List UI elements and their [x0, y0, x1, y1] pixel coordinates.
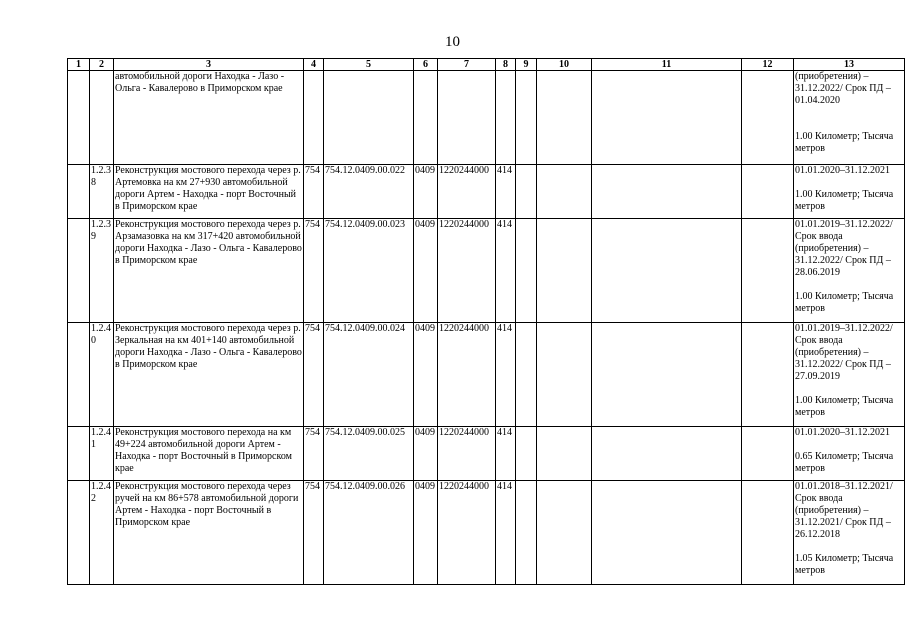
header-cell: 3 [114, 59, 304, 71]
cell-col10 [537, 165, 592, 219]
cell-col7 [438, 71, 496, 165]
cell-col8: 414 [496, 481, 516, 585]
cell-col1 [68, 323, 90, 427]
cell-col8: 414 [496, 165, 516, 219]
cell-terms [794, 71, 905, 165]
header-cell: 10 [537, 59, 592, 71]
cell-code [324, 71, 414, 165]
header-cell: 1 [68, 59, 90, 71]
terms-dates: 01.01.2020–31.12.2021 [795, 165, 890, 176]
cell-col6: 0409 [414, 219, 438, 323]
cell-description: Реконструкция мостового перехода через р. Артемовка на км 27+930 автомобильной дороги Артем - Находка - порт Восточный в Приморском крае [114, 165, 304, 219]
terms-unit: 1.00 Километр; Тысяча метров [795, 395, 894, 418]
cell-col4: 754 [304, 427, 324, 481]
cell-col1 [68, 71, 90, 165]
cell-terms [794, 427, 905, 481]
cell-col11 [592, 323, 742, 427]
cell-col9 [516, 323, 537, 427]
header-cell: 8 [496, 59, 516, 71]
header-cell: 11 [592, 59, 742, 71]
terms-unit: 0.65 Километр; Тысяча метров [795, 451, 894, 474]
cell-col9 [516, 427, 537, 481]
cell-code: 754.12.0409.00.023 [324, 219, 414, 323]
cell-col10 [537, 323, 592, 427]
cell-col9 [516, 481, 537, 585]
cell-col6: 0409 [414, 165, 438, 219]
cell-code: 754.12.0409.00.026 [324, 481, 414, 585]
cell-item-number: 1.2.39 [90, 219, 114, 323]
header-cell: 5 [324, 59, 414, 71]
cell-col4 [304, 71, 324, 165]
cell-code: 754.12.0409.00.025 [324, 427, 414, 481]
cell-col8 [496, 71, 516, 165]
cell-col10 [537, 481, 592, 585]
cell-col6: 0409 [414, 323, 438, 427]
cell-terms [794, 219, 905, 323]
table-row [68, 71, 905, 165]
cell-col9 [516, 71, 537, 165]
table-row [68, 165, 905, 219]
cell-description: автомобильной дороги Находка - Лазо - Ольга - Кавалерово в Приморском крае [114, 71, 304, 165]
terms-unit: 1.05 Километр; Тысяча метров [795, 553, 894, 576]
cell-col12 [742, 481, 794, 585]
cell-col7: 1220244000 [438, 219, 496, 323]
cell-col10 [537, 427, 592, 481]
terms-unit: 1.00 Километр; Тысяча метров [795, 131, 894, 154]
cell-item-number: 1.2.41 [90, 427, 114, 481]
header-cell: 2 [90, 59, 114, 71]
cell-terms [794, 323, 905, 427]
cell-item-number: 1.2.38 [90, 165, 114, 219]
terms-dates: 01.01.2019–31.12.2022/ Срок ввода (приобретения) – 31.12.2022/ Срок ПД – 28.06.2019 [795, 219, 893, 278]
terms-dates: 01.01.2019–31.12.2022/ Срок ввода (приобретения) – 31.12.2022/ Срок ПД – 27.09.2019 [795, 323, 893, 382]
cell-col7: 1220244000 [438, 165, 496, 219]
cell-col12 [742, 427, 794, 481]
cell-code: 754.12.0409.00.024 [324, 323, 414, 427]
cell-col6: 0409 [414, 481, 438, 585]
header-cell: 13 [794, 59, 905, 71]
cell-terms [794, 481, 905, 585]
terms-unit: 1.00 Километр; Тысяча метров [795, 189, 894, 212]
cell-col8: 414 [496, 323, 516, 427]
cell-col8: 414 [496, 219, 516, 323]
terms-dates: 01.01.2020–31.12.2021 [795, 427, 890, 438]
cell-col1 [68, 427, 90, 481]
cell-col9 [516, 219, 537, 323]
table-row [68, 427, 905, 481]
header-cell: 4 [304, 59, 324, 71]
cell-col7: 1220244000 [438, 427, 496, 481]
cell-item-number: 1.2.40 [90, 323, 114, 427]
cell-item-number [90, 71, 114, 165]
cell-col8: 414 [496, 427, 516, 481]
cell-col4: 754 [304, 323, 324, 427]
cell-col6: 0409 [414, 427, 438, 481]
cell-col12 [742, 323, 794, 427]
header-cell: 9 [516, 59, 537, 71]
cell-col7: 1220244000 [438, 323, 496, 427]
cell-col6 [414, 71, 438, 165]
cell-col1 [68, 165, 90, 219]
cell-col11 [592, 71, 742, 165]
cell-col1 [68, 219, 90, 323]
cell-col12 [742, 71, 794, 165]
header-row [68, 59, 905, 71]
terms-dates: (приобретения) – 31.12.2022/ Срок ПД – 01.04.2020 [795, 71, 891, 106]
header-cell: 7 [438, 59, 496, 71]
page-number: 10 [445, 34, 460, 50]
cell-col4: 754 [304, 165, 324, 219]
cell-col4: 754 [304, 481, 324, 585]
cell-terms [794, 165, 905, 219]
cell-description: Реконструкция мостового перехода через ручей на км 86+578 автомобильной дороги Артем - Находка - порт Восточный в Приморском крае [114, 481, 304, 585]
cell-col10 [537, 219, 592, 323]
cell-col11 [592, 427, 742, 481]
cell-col7: 1220244000 [438, 481, 496, 585]
terms-dates: 01.01.2018–31.12.2021/ Срок ввода (приобретения) – 31.12.2021/ Срок ПД – 26.12.2018 [795, 481, 893, 540]
cell-col10 [537, 71, 592, 165]
cell-description: Реконструкция мостового перехода через р. Зеркальная на км 401+140 автомобильной дороги Находка - Лазо - Ольга - Кавалерово в Приморском крае [114, 323, 304, 427]
cell-col1 [68, 481, 90, 585]
table-row [68, 219, 905, 323]
table-row [68, 481, 905, 585]
header-cell: 12 [742, 59, 794, 71]
header-cell: 6 [414, 59, 438, 71]
cell-col12 [742, 165, 794, 219]
terms-unit: 1.00 Километр; Тысяча метров [795, 291, 894, 314]
cell-code: 754.12.0409.00.022 [324, 165, 414, 219]
cell-col4: 754 [304, 219, 324, 323]
cell-col9 [516, 165, 537, 219]
cell-item-number: 1.2.42 [90, 481, 114, 585]
cell-description: Реконструкция мостового перехода через р. Арзамазовка на км 317+420 автомобильной дороги Находка - Лазо - Ольга - Кавалерово в Приморском крае [114, 219, 304, 323]
cell-col11 [592, 219, 742, 323]
budget-table [67, 58, 905, 585]
cell-description: Реконструкция мостового перехода на км 49+224 автомобильной дороги Артем - Находка - порт Восточный в Приморском крае [114, 427, 304, 481]
cell-col11 [592, 165, 742, 219]
table-row [68, 323, 905, 427]
cell-col12 [742, 219, 794, 323]
cell-col11 [592, 481, 742, 585]
